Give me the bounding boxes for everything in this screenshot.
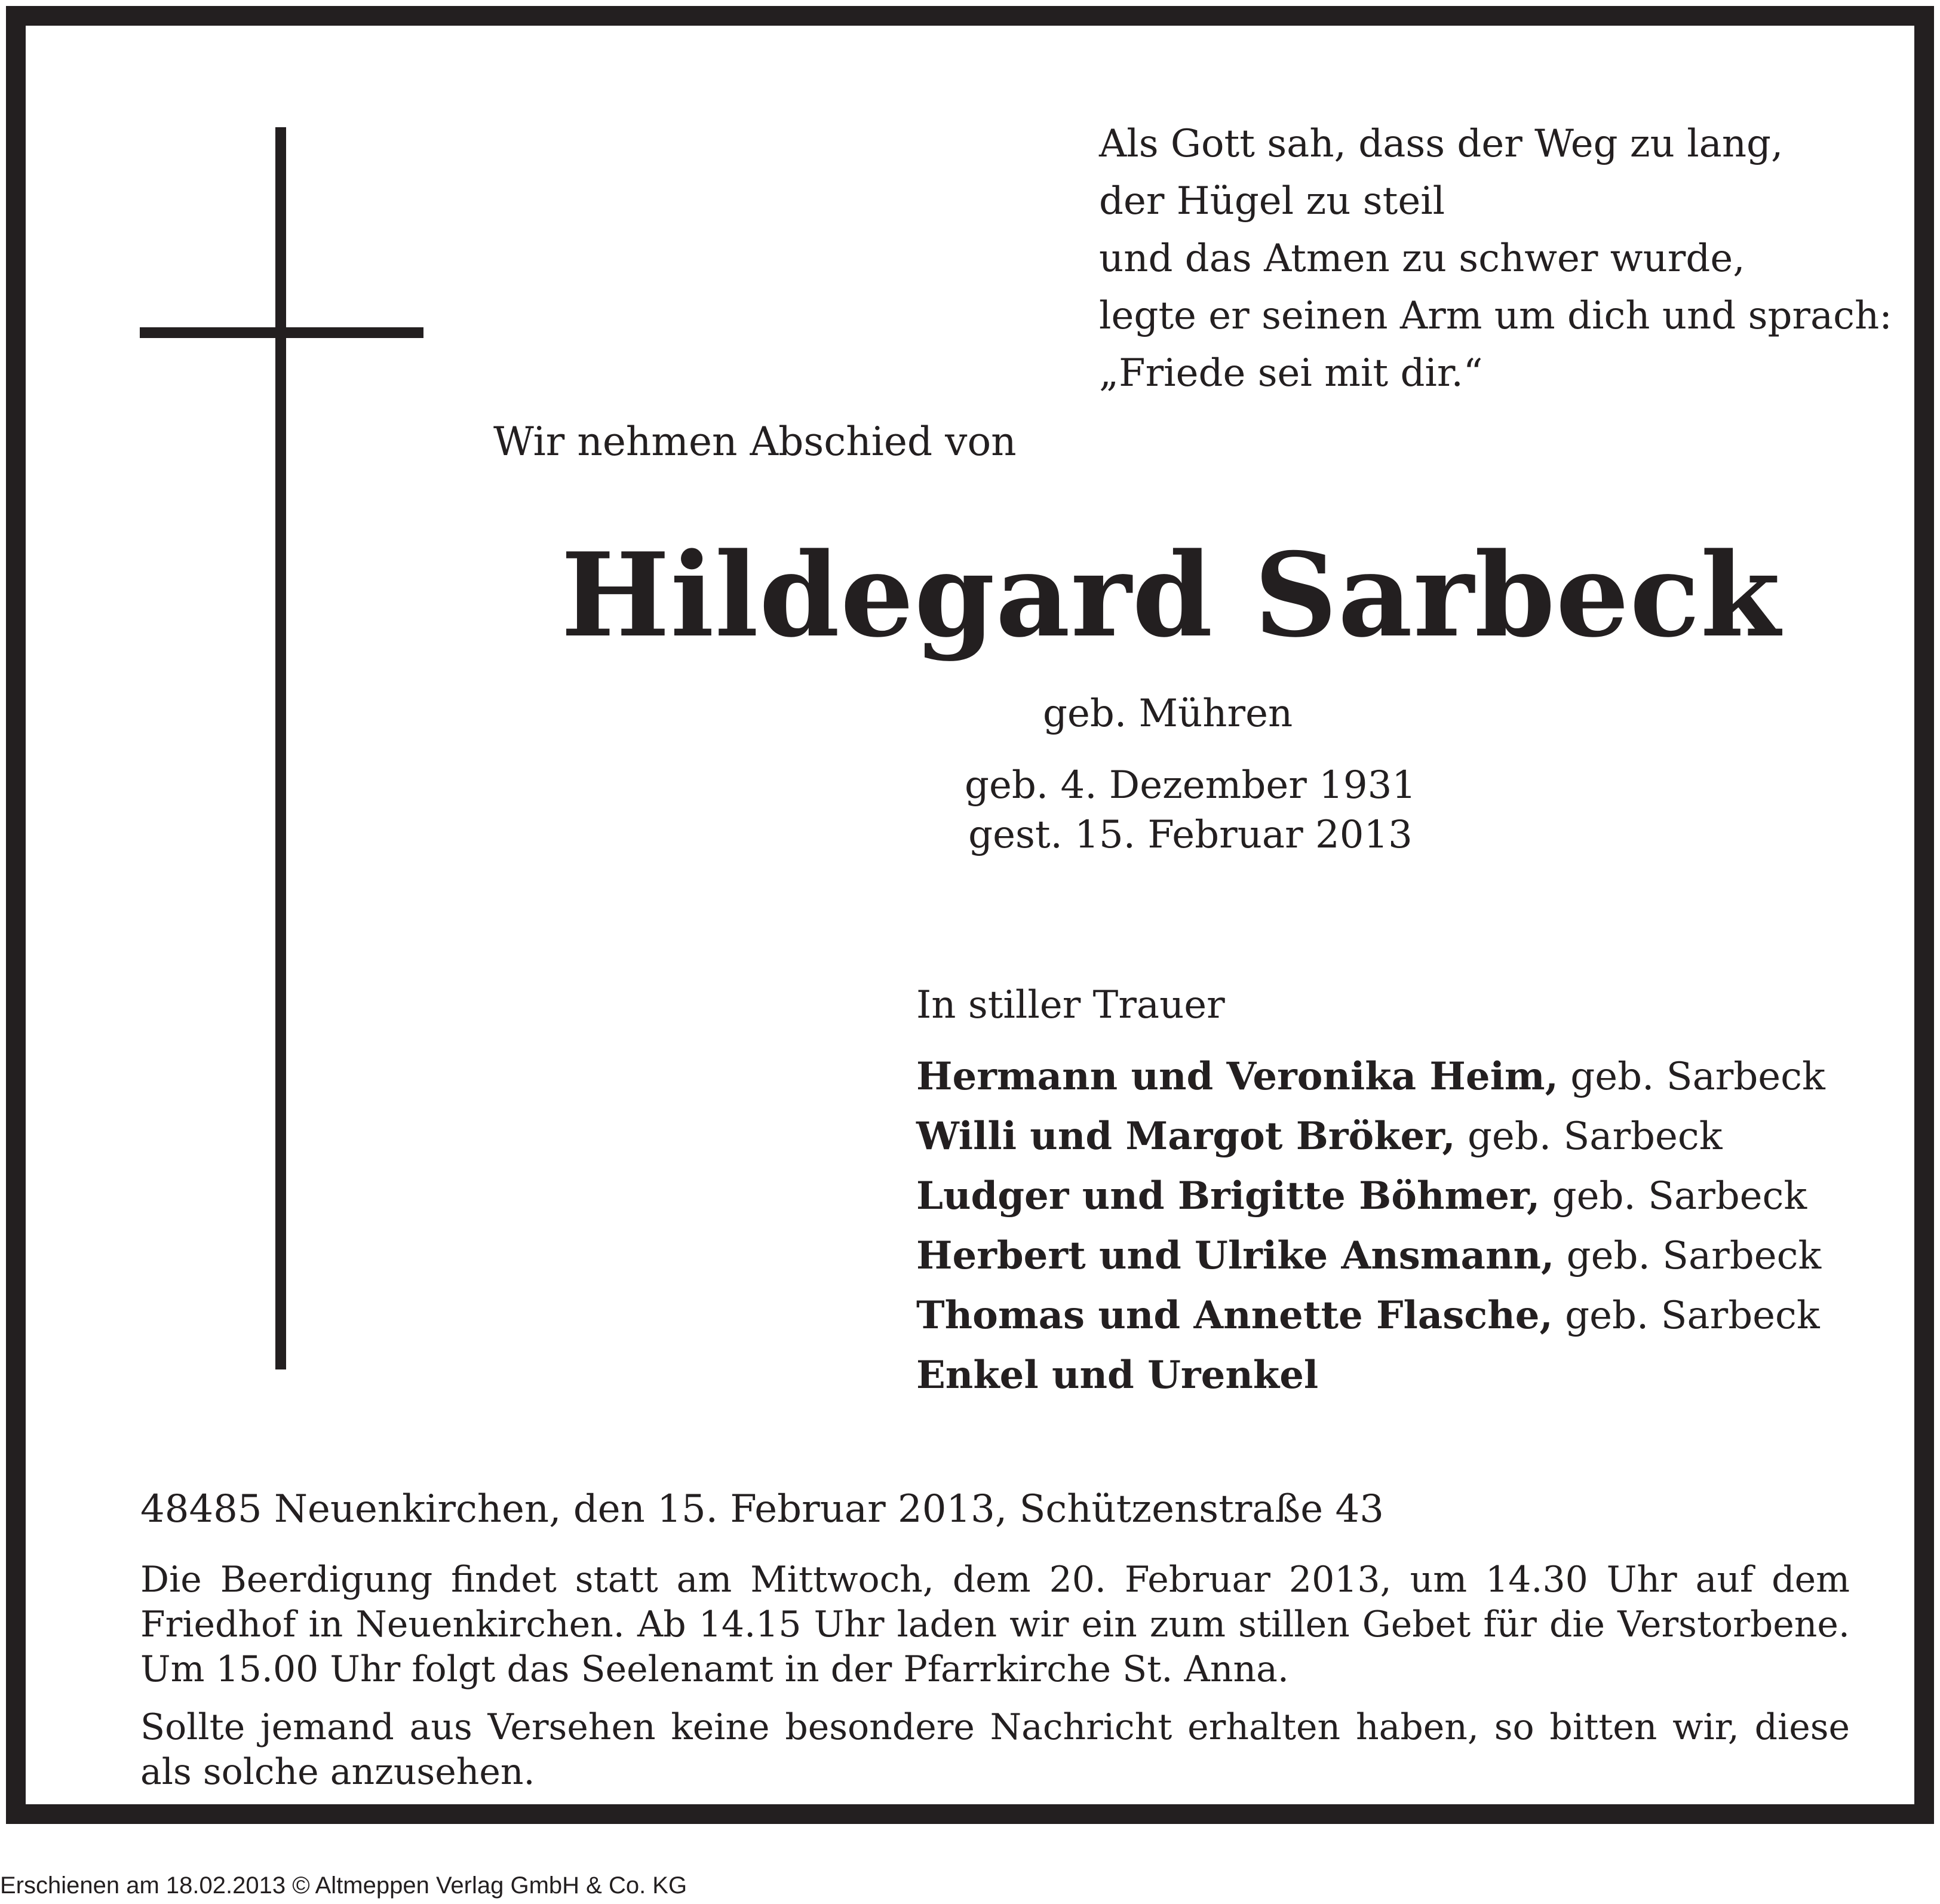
- mourner-entry: [916, 1286, 1825, 1346]
- mourner-entry: [916, 1166, 1825, 1226]
- poem-line: Als Gott sah, dass der Weg zu lang,: [1099, 122, 1784, 166]
- poem: [1099, 115, 1892, 402]
- poem-line: „Friede sei mit dir.“: [1099, 351, 1483, 395]
- mourner-names: Willi und Margot Bröker,: [916, 1114, 1456, 1159]
- mourner-names: Enkel und Urenkel: [916, 1353, 1319, 1398]
- mourners-list: [916, 1047, 1825, 1405]
- mourner-entry: [916, 1226, 1825, 1286]
- cross-horizontal-bar: [140, 327, 423, 338]
- farewell-intro: Wir nehmen Abschied von: [493, 419, 1017, 465]
- cross-vertical-bar: [275, 127, 286, 1369]
- deceased-name: Hildegard Sarbeck: [561, 527, 1781, 663]
- birth-date: geb. 4. Dezember 1931: [964, 763, 1417, 807]
- mourner-entry: [916, 1346, 1825, 1405]
- poem-line: und das Atmen zu schwer wurde,: [1099, 237, 1745, 281]
- mourner-note: geb. Sarbeck: [1552, 1294, 1820, 1338]
- mourner-note: geb. Sarbeck: [1540, 1174, 1807, 1218]
- mourner-entry: [916, 1047, 1825, 1107]
- death-date: gest. 15. Februar 2013: [968, 813, 1413, 857]
- funeral-info: Die Beerdigung findet statt am Mittwoch, dem 20. Februar 2013, um 14.30 Uhr auf dem Friedhof in Neuenkirchen. Ab 14.15 Uhr laden wir ein zum stillen Gebet für die Verstorbene. Um 15.00 Uhr folgt das Seelenamt in der Pfarrkirche St. Anna.: [140, 1559, 1850, 1690]
- mourner-names: Thomas und Annette Flasche,: [916, 1293, 1553, 1338]
- mourner-note: geb. Sarbeck: [1554, 1234, 1822, 1278]
- poem-line: legte er seinen Arm um dich und sprach:: [1099, 294, 1892, 338]
- mourner-names: Hermann und Veronika Heim,: [916, 1054, 1558, 1099]
- mourner-names: Herbert und Ulrike Ansmann,: [916, 1233, 1555, 1278]
- mourner-note: geb. Sarbeck: [1558, 1055, 1825, 1099]
- obituary-card: [6, 6, 1934, 1824]
- mourner-names: Ludger und Brigitte Böhmer,: [916, 1174, 1540, 1218]
- poem-line: der Hügel zu steil: [1099, 179, 1445, 223]
- publication-footer: Erschienen am 18.02.2013 © Altmeppen Verlag GmbH & Co. KG: [0, 1872, 687, 1899]
- place-and-date: 48485 Neuenkirchen, den 15. Februar 2013, Schützenstraße 43: [140, 1487, 1384, 1531]
- maiden-name: geb. Mühren: [1043, 692, 1293, 736]
- mourning-heading: In stiller Trauer: [916, 983, 1225, 1027]
- mourner-entry: [916, 1107, 1825, 1166]
- notice-text: Sollte jemand aus Versehen keine besondere Nachricht erhalten haben, so bitten wir, diese als solche anzusehen.: [140, 1706, 1850, 1793]
- mourner-note: geb. Sarbeck: [1455, 1114, 1723, 1159]
